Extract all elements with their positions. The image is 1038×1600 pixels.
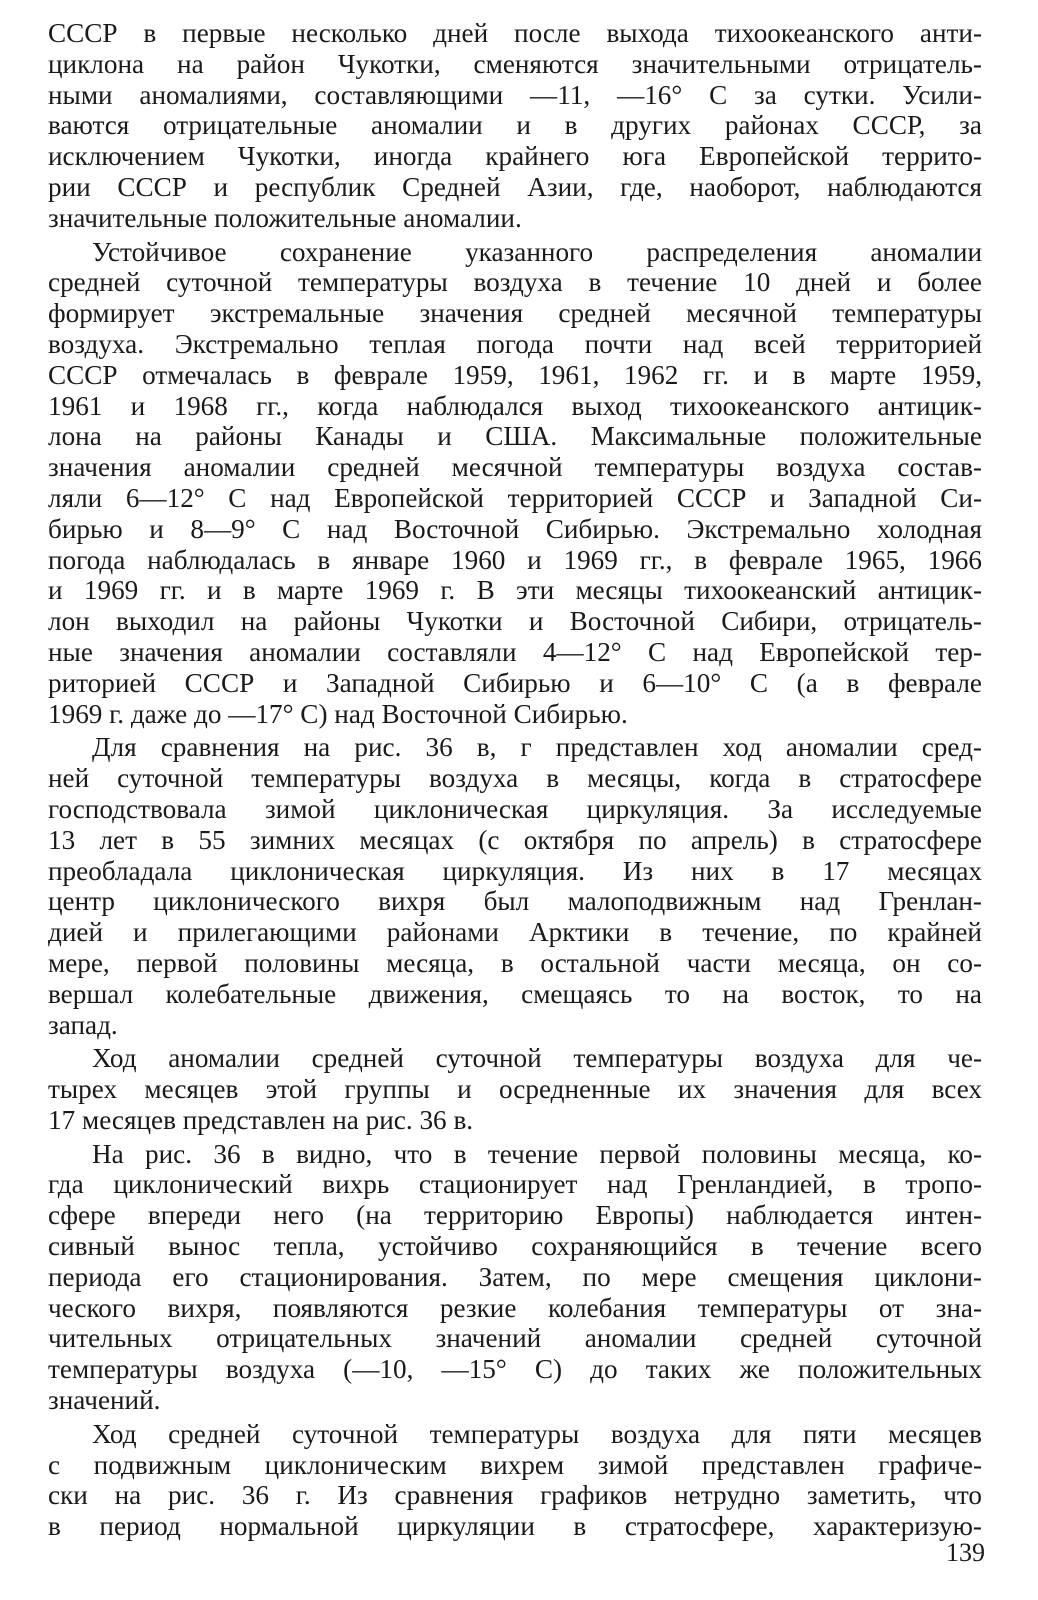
text-line: значительные положительные аномалии. bbox=[48, 202, 522, 233]
text-line: вершал колебательные движения, смещаясь то на восток, то на bbox=[48, 978, 982, 1009]
page-number: 139 bbox=[946, 1538, 985, 1567]
text-line: в период нормальной циркуляции в стратосфере, характеризую- bbox=[48, 1511, 982, 1542]
text-line: запад. bbox=[48, 1009, 118, 1040]
text-line: дией и прилегающими районами Арктики в течение, по крайней bbox=[48, 917, 982, 948]
text-line: господствовала зимой циклоническая циркуляция. За исследуемые bbox=[48, 793, 982, 824]
text-line: и 1969 гг. и в марте 1969 г. В эти месяцы тихоокеанский антицик- bbox=[48, 575, 982, 606]
text-line: 1961 и 1968 гг., когда наблюдался выход тихоокеанского антицик- bbox=[48, 390, 982, 421]
text-line: преобладала циклоническая циркуляция. Из них в 17 месяцах bbox=[48, 855, 982, 886]
body-text bbox=[48, 18, 982, 1542]
text-line: Ход средней суточной температуры воздуха для пяти месяцев bbox=[92, 1418, 982, 1449]
text-line: исключением Чукотки, иногда крайнего юга Европейской террито- bbox=[48, 141, 982, 172]
text-line: 1969 г. даже до —17° С) над Восточной Сибирью. bbox=[48, 698, 628, 729]
text-line: мере, первой половины месяца, в остальной части месяца, он со- bbox=[48, 947, 982, 978]
text-line: СССР в первые несколько дней после выхода тихоокеанского анти- bbox=[48, 18, 982, 48]
text-line: лона на районы Канады и США. Максимальные положительные bbox=[48, 421, 982, 452]
text-line: ней суточной температуры воздуха в месяцы, когда в стратосфере bbox=[48, 763, 982, 794]
text-line: На рис. 36 в видно, что в течение первой половины месяца, ко- bbox=[92, 1138, 982, 1169]
text-line: ными аномалиями, составляющими —11, —16° С за сутки. Усили- bbox=[48, 79, 982, 110]
text-line: Устойчивое сохранение указанного распределения аномалии bbox=[92, 236, 982, 267]
text-line: 17 месяцев представлен на рис. 36 в. bbox=[48, 1104, 474, 1135]
text-line: температуры воздуха (—10, —15° С) до таких же положительных bbox=[48, 1354, 982, 1385]
text-line: сфере впереди него (на территорию Европы) наблюдается интен- bbox=[48, 1200, 982, 1231]
text-line: ные значения аномалии составляли 4—12° С над Европейской тер- bbox=[48, 636, 982, 667]
text-line: ваются отрицательные аномалии и в других районах СССР, за bbox=[48, 110, 982, 141]
text-line: рии СССР и республик Средней Азии, где, наоборот, наблюдаются bbox=[48, 171, 982, 202]
paragraph bbox=[48, 1419, 982, 1542]
paragraph bbox=[48, 18, 982, 234]
text-line: погода наблюдалась в январе 1960 и 1969 гг., в феврале 1965, 1966 bbox=[48, 544, 982, 575]
text-line: Для сравнения на рис. 36 в, г представлен ход аномалии сред- bbox=[92, 732, 982, 763]
paragraph bbox=[48, 1139, 982, 1416]
text-line: периода его стационирования. Затем, по мере смещения циклони- bbox=[48, 1261, 982, 1292]
text-line: сивный вынос тепла, устойчиво сохраняющийся в течение всего bbox=[48, 1231, 982, 1262]
text-line: средней суточной температуры воздуха в течение 10 дней и более bbox=[48, 267, 982, 298]
text-line: значений. bbox=[48, 1385, 161, 1416]
text-line: ляли 6—12° С над Европейской территорией СССР и Западной Си- bbox=[48, 482, 982, 513]
text-line: чительных отрицательных значений аномалии средней суточной bbox=[48, 1323, 982, 1354]
text-line: лон выходил на районы Чукотки и Восточной Сибири, отрицатель- bbox=[48, 606, 982, 637]
text-line: циклона на район Чукотки, сменяются значительными отрицатель- bbox=[48, 48, 982, 79]
text-line: Ход аномалии средней суточной температуры воздуха для че- bbox=[92, 1043, 982, 1074]
document-page bbox=[48, 18, 982, 1542]
text-line: с подвижным циклоническим вихрем зимой представлен графиче- bbox=[48, 1449, 982, 1480]
text-line: тырех месяцев этой группы и осредненные их значения для всех bbox=[48, 1074, 982, 1105]
text-line: гда циклонический вихрь стационирует над Гренландией, в тропо- bbox=[48, 1169, 982, 1200]
paragraph bbox=[48, 237, 982, 730]
text-line: значения аномалии средней месячной температуры воздуха состав- bbox=[48, 452, 982, 483]
paragraph bbox=[48, 732, 982, 1040]
text-line: воздуха. Экстремально теплая погода почти над всей территорией bbox=[48, 328, 982, 359]
text-line: 13 лет в 55 зимних месяцах (с октября по апрель) в стратосфере bbox=[48, 824, 982, 855]
text-line: риторией СССР и Западной Сибирью и 6—10° С (а в феврале bbox=[48, 667, 982, 698]
text-line: ческого вихря, появляются резкие колебания температуры от зна- bbox=[48, 1292, 982, 1323]
text-line: СССР отмечалась в феврале 1959, 1961, 1962 гг. и в марте 1959, bbox=[48, 359, 982, 390]
paragraph bbox=[48, 1043, 982, 1135]
text-line: центр циклонического вихря был малоподвижным над Гренлан- bbox=[48, 886, 982, 917]
text-line: формирует экстремальные значения средней месячной температуры bbox=[48, 298, 982, 329]
text-line: ски на рис. 36 г. Из сравнения графиков нетрудно заметить, что bbox=[48, 1480, 982, 1511]
text-line: бирью и 8—9° С над Восточной Сибирью. Экстремально холодная bbox=[48, 513, 982, 544]
